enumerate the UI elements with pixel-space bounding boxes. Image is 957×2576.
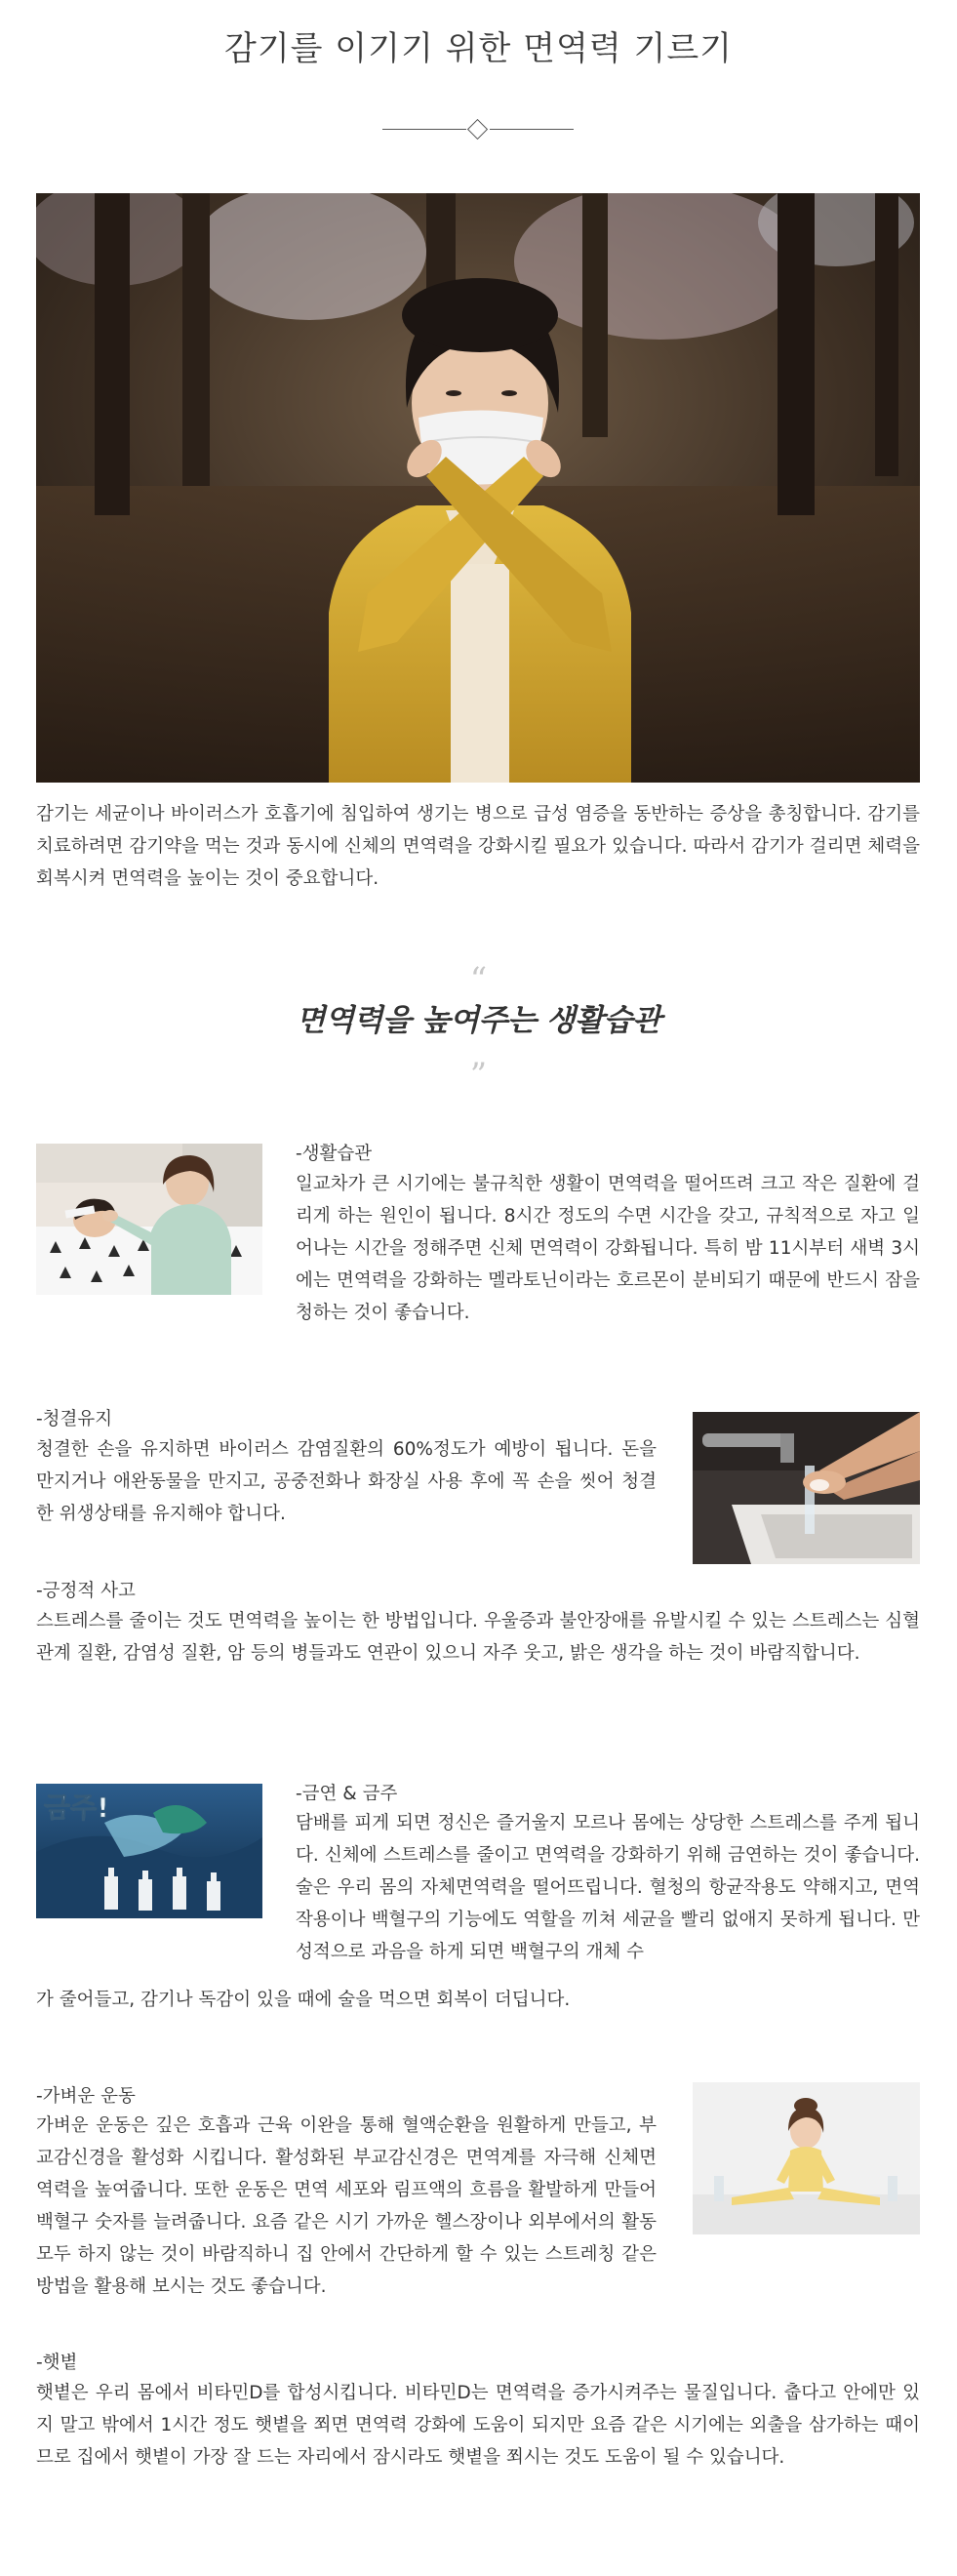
section-title-exercise: -가벼운 운동 <box>36 2086 136 2107</box>
section-title-hygiene: -청결유지 <box>36 1409 113 1429</box>
section-body-positive: 스트레스를 줄이는 것도 면역력을 높이는 한 방법입니다. 우울증과 불안장애를 유발시킬 수 있는 스트레스는 심혈관계 질환, 감염성 질환, 암 등의 병들과도 연관이 있으니 자주 웃고, 밝은 생각을 하는 것이 바람직합니다. <box>36 1611 920 1664</box>
divider-line-left <box>382 129 466 130</box>
stretching-photo <box>693 2082 920 2234</box>
no-drinking-poster <box>36 1784 262 1918</box>
sleep-photo <box>36 1144 262 1295</box>
section-body-exercise: 가벼운 운동은 깊은 호흡과 근육 이완을 통해 혈액순환을 원활하게 만들고, 부교감신경을 활성화 시킵니다. 활성화된 부교감신경은 면역계를 자극해 신체면역력을 높여줍니다. 또한 운동은 면역 세포와 림프액의 흐름을 활발하게 만들어 백혈구 숫자를 늘려줍니다. 요즘 같은 시기 가까운 헬스장이나 외부에서의 활동 모두 하지 않는 것이 바람직하니 집 안에서 간단하게 할 수 있는 스트레칭 같은 방법을 활용해 보시는 것도 좋습니다. <box>36 2115 657 2297</box>
hero-photo <box>36 193 920 783</box>
poster-title: 금주! <box>44 1791 109 1824</box>
section-subtitle: 면역력을 높여주는 생활습관 <box>296 1003 661 1038</box>
intro-paragraph: 감기는 세균이나 바이러스가 호흡기에 침입하여 생기는 병으로 급성 염증을 동반하는 증상을 총칭합니다. 감기를 치료하려면 감기약을 먹는 것과 동시에 신체의 면역력을 강화시킬 필요가 있습니다. 따라서 감기가 걸리면 체력을 회복시켜 면역력을 높이는 것이 중요합니다. <box>36 804 920 889</box>
section-title-lifestyle: -생활습관 <box>296 1144 373 1164</box>
section-body-sunlight: 햇볕은 우리 몸에서 비타민D를 합성시킵니다. 비타민D는 면역력을 증가시켜주는 물질입니다. 춥다고 안에만 있지 말고 밖에서 1시간 정도 햇볕을 쬐면 면역력 강화에 도움이 되지만 요즘 같은 시기에는 외출을 삼가하는 때이므로 집에서 햇볕이 가장 잘 드는 자리에서 잠시라도 햇볕을 쬐시는 것도 도움이 될 수 있습니다. <box>36 2383 920 2468</box>
section-body-quit-a: 담배를 피게 되면 정신은 즐거울지 모르나 몸에는 상당한 스트레스를 주게 됩니다. 신체에 스트레스를 줄이고 면역력을 강화하기 위해 금연하는 것이 좋습니다. 술은 우리 몸의 자체면역력을 떨어뜨립니다. 혈청의 항균작용도 약해지고, 면역작용이나 백혈구의 기능에도 역할을 끼쳐 세균을 빨리 없애지 못하게 됩니다. 만성적으로 과음을 하게 되면 백혈구의 개체 수 <box>296 1813 920 1962</box>
section-title-positive: -긍정적 사고 <box>36 1581 136 1601</box>
divider-line-right <box>490 129 574 130</box>
section-title-sunlight: -햇볕 <box>36 2353 78 2373</box>
title-divider <box>382 119 574 141</box>
close-quote-icon: ” <box>469 1056 488 1095</box>
section-title-quit: -금연 & 금주 <box>296 1784 398 1804</box>
section-body-quit-b: 가 줄어들고, 감기나 독감이 있을 때에 술을 먹으면 회복이 더딥니다. <box>36 1990 571 2010</box>
handwash-photo <box>693 1412 920 1564</box>
section-body-lifestyle: 일교차가 큰 시기에는 불규칙한 생활이 면역력을 떨어뜨려 크고 작은 질환에 걸리게 하는 원인이 됩니다. 8시간 정도의 수면 시간을 갖고, 규칙적으로 자고 일어나는 시간을 정해주면 신체 면역력이 강화됩니다. 특히 밤 11시부터 새벽 3시에는 면역력을 강화하는 멜라토닌이라는 호르몬이 분비되기 때문에 반드시 잠을 청하는 것이 좋습니다. <box>296 1174 920 1323</box>
page-title: 감기를 이기기 위한 면역력 기르기 <box>223 29 734 68</box>
divider-diamond <box>467 119 488 140</box>
open-quote-icon: “ <box>469 960 488 999</box>
section-body-hygiene: 청결한 손을 유지하면 바이러스 감염질환의 60%정도가 예방이 됩니다. 돈을 만지거나 애완동물을 만지고, 공중전화나 화장실 사용 후에 꼭 손을 씻어 청결한 위생상태를 유지해야 합니다. <box>36 1439 657 1524</box>
